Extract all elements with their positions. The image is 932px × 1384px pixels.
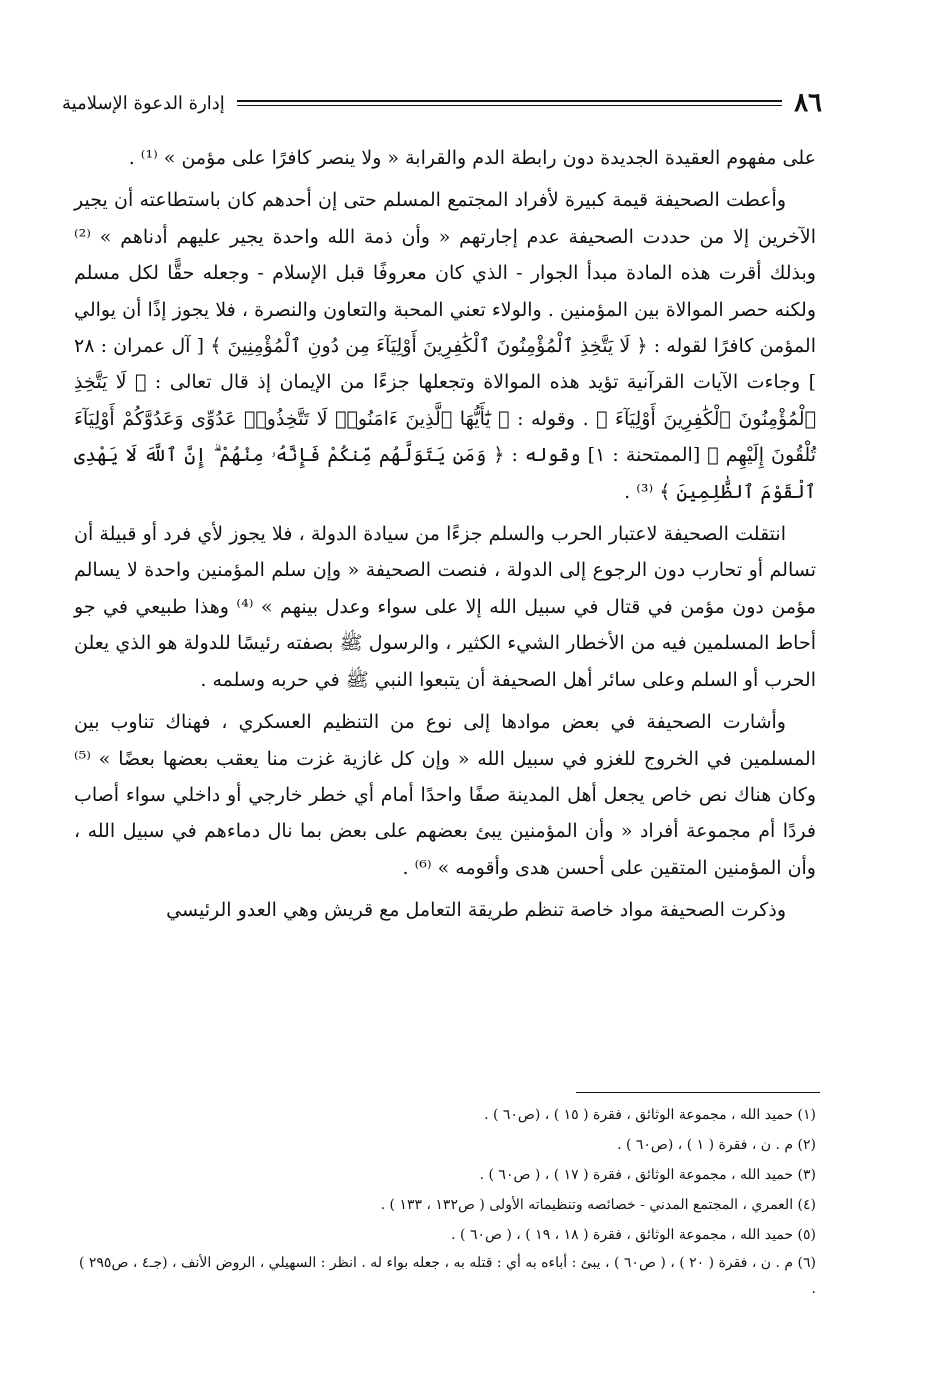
header-rule — [237, 100, 782, 106]
footnote-separator — [576, 1092, 820, 1093]
footnote-6: (٦) م . ن ، فقرة ( ٢٠ ) ، ( ص٦٠ ) ، يبئ : أباءه به أي : قتله به ، جعله بواء له . انظر : السهيلي ، الروض الأنف ، (جـ٤ ، ص٢٩٥ ) . — [78, 1255, 816, 1297]
footnote-2: (٢) م . ن ، فقرة ( ١ ) ، (ص٦٠ ) . — [617, 1137, 816, 1153]
body-text — [74, 140, 816, 935]
page-header — [62, 84, 822, 122]
paragraph-3: انتقلت الصحيفة لاعتبار الحرب والسلم جزءًا من سيادة الدولة ، فلا يجوز لأي فرد أو قبيلة أن تسالم أو تحارب دون الرجوع إلى الدولة ، فنصت الصحيفة « وإن سلم المؤمنين واحدة لا يسالم مؤمن دون مؤمن في قتال في سبيل الله إلا على سواء وعدل بينهم » ⁽⁴⁾ وهذا طبيعي في جو أحاط المسلمين فيه من الأخطار الشيء الكثير ، والرسول ﷺ بصفته رئيسًا للدولة هو الذي يعلن الحرب أو السلم وعلى سائر أهل الصحيفة أن يتبعوا النبي ﷺ في حربه وسلمه . — [74, 523, 816, 691]
footnote-1: (١) حميد الله ، مجموعة الوثائق ، فقرة ( ١٥ ) ، (ص٦٠ ) . — [484, 1107, 816, 1123]
page-number: ٨٦ — [794, 88, 822, 118]
footnote-4: (٤) العمري ، المجتمع المدني - خصائصه وتنظيماته الأولى ( ص١٣٢ ، ١٣٣ ) . — [380, 1197, 816, 1213]
footnotes — [74, 1100, 816, 1302]
paragraph-2: وأعطت الصحيفة قيمة كبيرة لأفراد المجتمع المسلم حتى إن أحدهم كان باستطاعته أن يجير الآخرين إلا من حددت الصحيفة عدم إجارتهم « وأن ذمة الله واحدة يجير عليهم أدناهم » ⁽²⁾ وبذلك أقرت هذه المادة مبدأ الجوار - الذي كان معروفًا قبل الإسلام - وجعله حقًّا لكل مسلم ولكنه حصر الموالاة بين المؤمنين . والولاء تعني المحبة والتعاون والنصرة ، فلا يجوز إذًا أن يوالي المؤمن كافرًا لقوله : ﴿ لَا يَتَّخِذِ ٱلْمُؤْمِنُونَ ٱلْكَٰفِرِينَ أَوْلِيَآءَ مِن دُونِ ٱلْمُؤْمِنِينَ ﴾ [ آل عمران : ٢٨ ] وجاءت الآيات القرآنية تؤيد هذه الموالاة وتجعلها جزءًا من الإيمان إذ قال تعالى : ﴿ لَا يَتَّخِذِ ٱلْمُؤْمِنُونَ ٱلْكَٰفِرِينَ أَوْلِيَآءَ ﴾ . وقوله : ﴿ يَٰٓأَيُّهَا ٱلَّذِينَ ءَامَنُوا۟ لَا تَتَّخِذُوا۟ عَدُوِّى وَعَدُوَّكُمْ أَوْلِيَآءَ تُلْقُونَ إِلَيْهِم ﴾ [الممتحنة : ١] وقوله : ﴿ وَمَن يَتَوَلَّهُم مِّنكُمْ فَإِنَّهُۥ مِنْهُمْ ۗ إِنَّ ٱللَّهَ لَا يَهْدِى ٱلْقَوْمَ ٱلظَّٰلِمِينَ ﴾ ⁽³⁾ . — [74, 189, 817, 503]
footnote-3: (٣) حميد الله ، مجموعة الوثائق ، فقرة ( ١٧ ) ، ( ص٦٠ ) . — [479, 1167, 816, 1183]
running-title: إدارة الدعوة الإسلامية — [62, 92, 225, 114]
footnote-5: (٥) حميد الله ، مجموعة الوثائق ، فقرة ( ١٨ ، ١٩ ) ، ( ص٦٠ ) . — [451, 1227, 816, 1243]
paragraph-4: وأشارت الصحيفة في بعض موادها إلى نوع من التنظيم العسكري ، فهناك تناوب بين المسلمين في الخروج للغزو في سبيل الله « وإن كل غازية غزت منا يعقب بعضها بعضًا » ⁽⁵⁾ وكان هناك نص خاص يجعل أهل المدينة صفًا واحدًا أمام أي خطر خارجي أو داخلي سواء أصاب فردًا أم مجموعة أفراد « وأن المؤمنين يبئ بعضهم على بعض بما نال دماءهم في سبيل الله ، وأن المؤمنين المتقين على أحسن هدى وأقومه » ⁽⁶⁾ . — [74, 711, 816, 879]
paragraph-5: وذكرت الصحيفة مواد خاصة تنظم طريقة التعامل مع قريش وهي العدو الرئيسي — [166, 899, 786, 922]
paragraph-1: على مفهوم العقيدة الجديدة دون رابطة الدم والقرابة « ولا ينصر كافرًا على مؤمن » ⁽¹⁾ . — [128, 147, 816, 169]
